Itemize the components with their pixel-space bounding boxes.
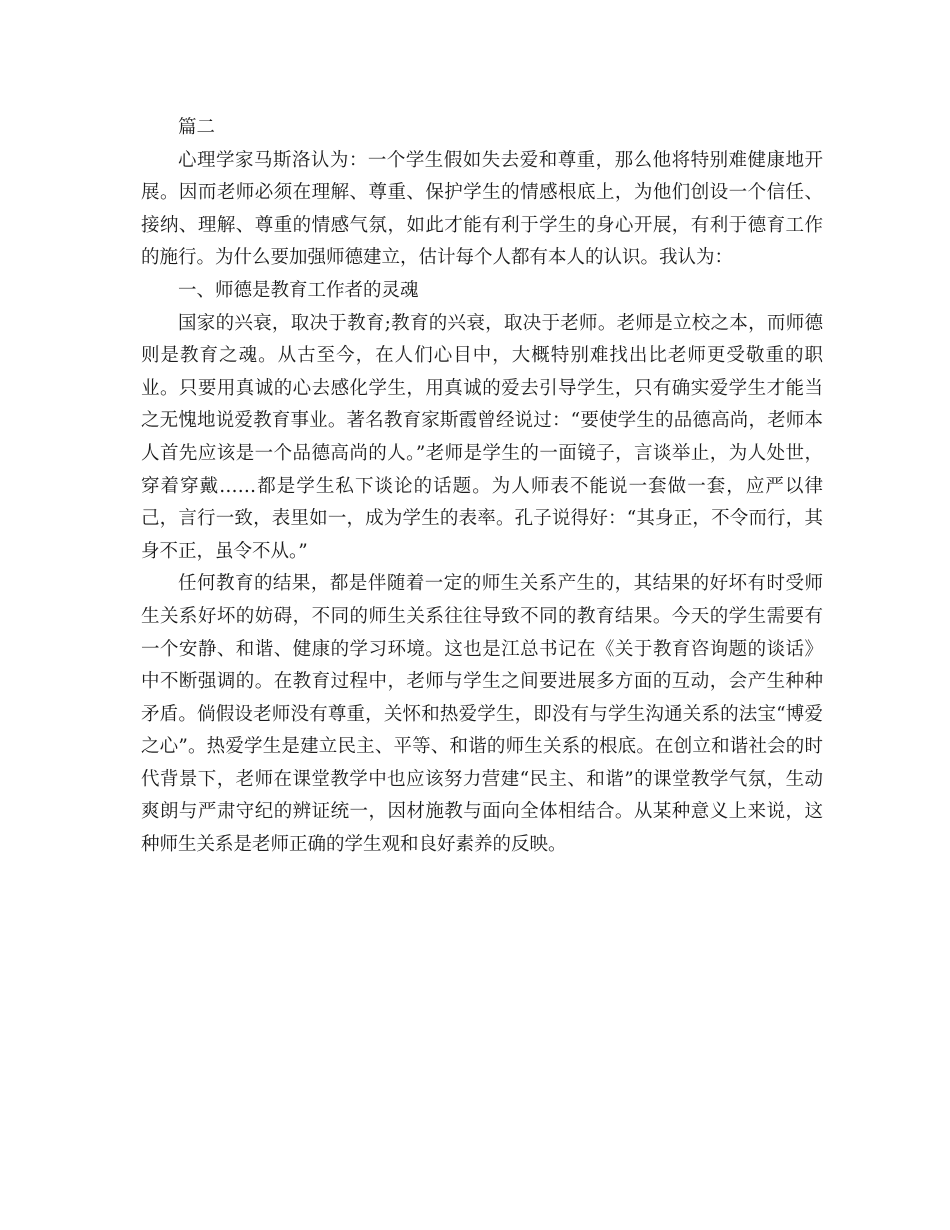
paragraph-teacher-student-relationship: 任何教育的结果，都是伴随着一定的师生关系产生的，其结果的好坏有时受师生关系好坏的妨碍，不同的师生关系往往导致不同的教育结果。今天的学生需要有一个安静、和谐、健康的学习环境。这也是江总书记在《关于教育咨询题的谈话》中不断强调的。在教育过程中，老师与学生之间要进展多方面的互动，会产生种种矛盾。倘假设老师没有尊重，关怀和热爱学生，即没有与学生沟通关系的法宝“博爱之心”。热爱学生是建立民主、平等、和谐的师生关系的根底。在创立和谐社会的时代背景下，老师在课堂教学中也应该努力营建“民主、和谐”的课堂教学气氛，生动爽朗与严肃守纪的辨证统一，因材施教与面向全体相结合。从某种意义上来说，这种师生关系是老师正确的学生观和良好素养的反映。	[141, 573, 823, 856]
section-heading: 一、师德是教育工作者的灵魂	[178, 279, 419, 301]
document-page	[141, 112, 823, 862]
paragraph-intro: 心理学家马斯洛认为：一个学生假如失去爱和尊重，那么他将特别难健康地开展。因而老师必须在理解、尊重、保护学生的情感根底上，为他们创设一个信任、接纳、理解、尊重的情感气氛，如此才能有利于学生的身心开展，有利于德育工作的施行。为什么要加强师德建立，估计每个人都有本人的认识。我认为：	[141, 149, 823, 269]
section-title: 篇二	[178, 117, 216, 138]
paragraph-teacher-ethics: 国家的兴衰，取决于教育;教育的兴衰，取决于老师。老师是立校之本，而师德则是教育之魂。从古至今，在人们心目中，大概特别难找出比老师更受敬重的职业。只要用真诚的心去感化学生，用真诚的爱去引导学生，只有确实爱学生才能当之无愧地说爱教育事业。著名教育家斯霞曾经说过：“要使学生的品德高尚，老师本人首先应该是一个品德高尚的人。”老师是学生的一面镜子，言谈举止，为人处世，穿着穿戴……都是学生私下谈论的话题。为人师表不能说一套做一套，应严以律己，言行一致，表里如一，成为学生的表率。孔子说得好：“其身正，不令而行，其身不正，虽令不从。”	[141, 312, 823, 562]
